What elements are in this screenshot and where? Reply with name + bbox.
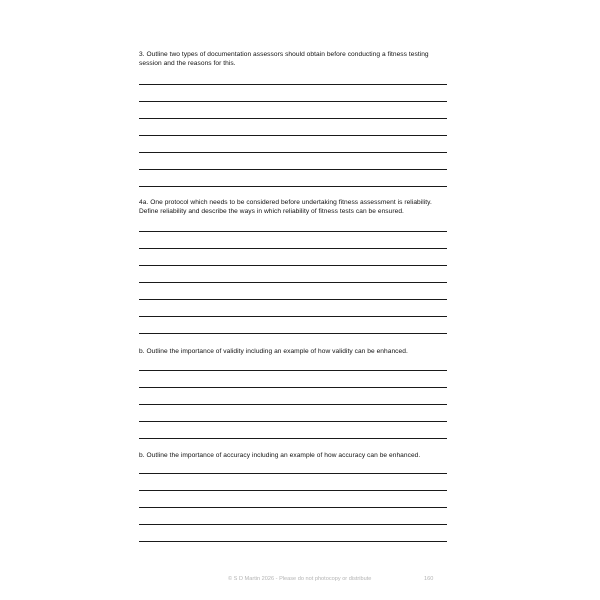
question-3-text: 3. Outline two types of documentation assessors should obtain before conducting a fitness testing session and the reasons for this. xyxy=(139,51,429,67)
answer-line xyxy=(139,316,447,317)
answer-line xyxy=(139,387,447,388)
answer-line xyxy=(139,231,447,232)
answer-line xyxy=(139,490,447,491)
answer-line xyxy=(139,507,447,508)
answer-line xyxy=(139,524,447,525)
answer-line xyxy=(139,248,447,249)
answer-line xyxy=(139,101,447,102)
answer-line xyxy=(139,438,447,439)
answer-line xyxy=(139,265,447,266)
answer-line xyxy=(139,186,447,187)
answer-line xyxy=(139,299,447,300)
answer-line xyxy=(139,135,447,136)
question-4a-text: 4a. One protocol which needs to be considered before undertaking fitness assessment is reliability. Define reliability and describe the ways in which reliability of fitness tests can be ensured. xyxy=(139,199,432,215)
page-number: 160 xyxy=(424,576,434,582)
answer-line xyxy=(139,404,447,405)
answer-line xyxy=(139,333,447,334)
copyright-footer: © S D Martin 2026 - Please do not photocopy or distribute xyxy=(228,576,372,582)
answer-line xyxy=(139,421,447,422)
answer-line xyxy=(139,370,447,371)
answer-line xyxy=(139,118,447,119)
answer-line xyxy=(139,152,447,153)
question-4b-accuracy-text: b. Outline the importance of accuracy including an example of how accuracy can be enhanced. xyxy=(139,452,421,459)
answer-line xyxy=(139,541,447,542)
question-4b-validity-text: b. Outline the importance of validity including an example of how validity can be enhanced. xyxy=(139,348,408,355)
answer-line xyxy=(139,282,447,283)
answer-line xyxy=(139,473,447,474)
answer-line xyxy=(139,169,447,170)
answer-line xyxy=(139,84,447,85)
